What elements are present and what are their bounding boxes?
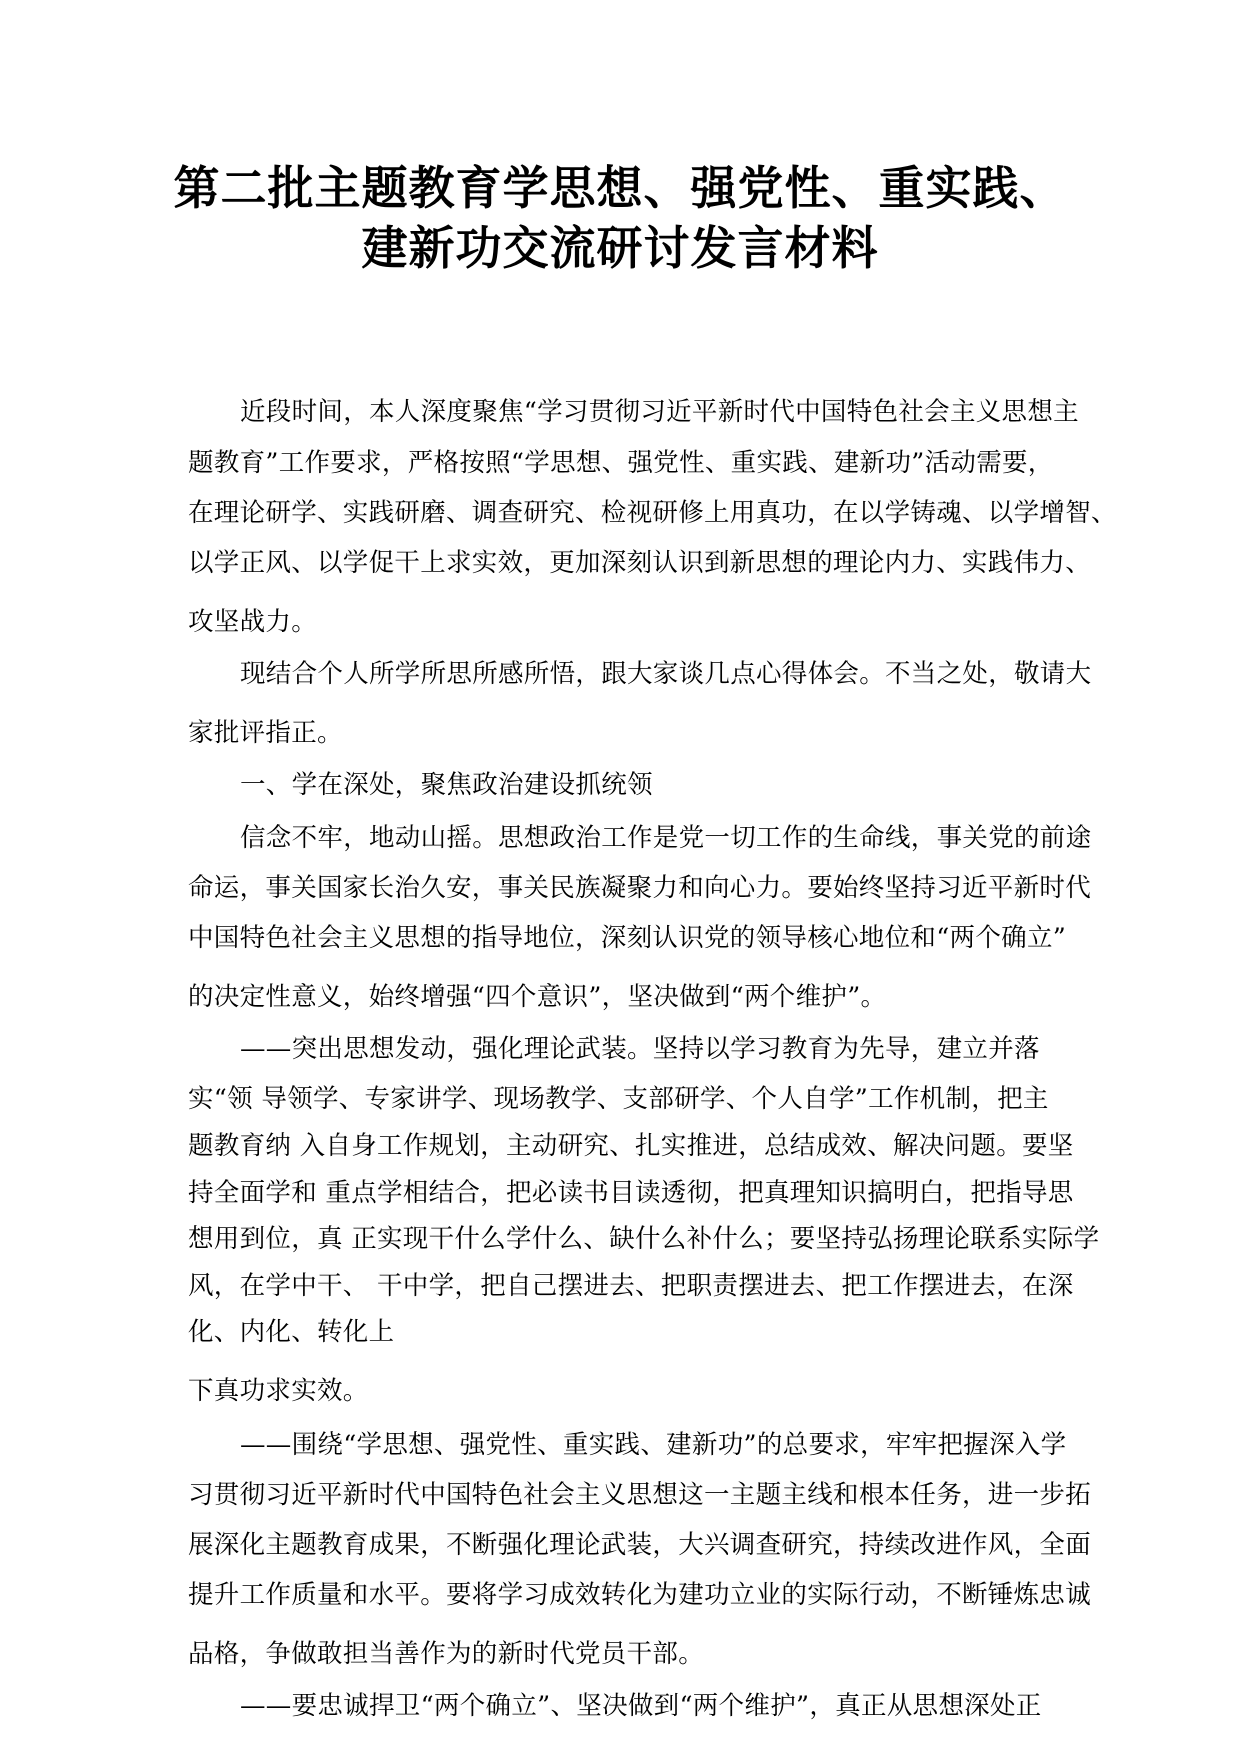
paragraph-line: 习贯彻习近平新时代中国特色社会主义思想这一主题主线和根本任务，进一步拓 [188, 1480, 1092, 1510]
paragraph-line: 下真功求实效。 [188, 1376, 369, 1406]
paragraph-line: 攻坚战力。 [188, 607, 318, 637]
paragraph-line: 在理论研学、实践研磨、调查研究、检视研修上用真功，在以学铸魂、以学增智、 [188, 498, 1117, 528]
paragraph-line: 题教育纳 入自身工作规划，主动研究、扎实推进，总结成效、解决问题。要坚 [188, 1131, 1074, 1161]
paragraph-line: 近段时间，本人深度聚焦“学习贯彻习近平新时代中国特色社会主义思想主 [240, 397, 1079, 427]
paragraph-line: 以学正风、以学促干上求实效，更加深刻认识到新思想的理论内力、实践伟力、 [188, 548, 1092, 578]
paragraph-line: 现结合个人所学所思所感所悟，跟大家谈几点心得体会。不当之处，敬请大 [240, 659, 1092, 689]
paragraph-line: ——突出思想发动，强化理论武装。坚持以学习教育为先导，建立并落 [240, 1034, 1040, 1064]
paragraph-line: 题教育”工作要求，严格按照“学思想、强党性、重实践、建新功”活动需要， [188, 448, 1054, 478]
paragraph-line: 提升工作质量和水平。要将学习成效转化为建功立业的实际行动，不断锤炼忠诚 [188, 1580, 1092, 1610]
paragraph-line: 风，在学中干、 干中学，把自己摆进去、把职责摆进去、把工作摆进去，在深 [188, 1271, 1074, 1301]
paragraph-line: 家批评指正。 [188, 718, 343, 748]
paragraph-line: 品格，争做敢担当善作为的新时代党员干部。 [188, 1639, 705, 1669]
paragraph-line: 持全面学和 重点学相结合，把必读书目读透彻，把真理知识搞明白，把指导思 [188, 1178, 1074, 1208]
section-heading: 一、学在深处，聚焦政治建设抓统领 [240, 770, 653, 800]
document-title-line-1: 第二批主题教育学思想、强党性、重实践、 [173, 161, 1067, 215]
paragraph-line: 中国特色社会主义思想的指导地位，深刻认识党的领导核心地位和“两个确立” [188, 923, 1067, 953]
paragraph-line: ——要忠诚捍卫“两个确立”、坚决做到“两个维护”，真正从思想深处正 [240, 1691, 1042, 1721]
paragraph-line: 化、内化、转化上 [188, 1317, 395, 1347]
paragraph-line: ——围绕“学思想、强党性、重实践、建新功”的总要求，牢牢把握深入学 [240, 1430, 1067, 1460]
paragraph-line: 实“领 导领学、专家讲学、现场教学、支部研学、个人自学”工作机制，把主 [188, 1084, 1049, 1114]
paragraph-line: 信念不牢，地动山摇。思想政治工作是党一切工作的生命线，事关党的前途 [240, 823, 1092, 853]
paragraph-line: 想用到位，真 正实现干什么学什么、缺什么补什么；要坚持弘扬理论联系实际学 [188, 1224, 1100, 1254]
paragraph-line: 命运，事关国家长治久安，事关民族凝聚力和向心力。要始终坚持习近平新时代 [188, 873, 1092, 903]
document-title-line-2: 建新功交流研讨发言材料 [361, 221, 879, 275]
paragraph-line: 展深化主题教育成果，不断强化理论武装，大兴调查研究，持续改进作风，全面 [188, 1530, 1092, 1560]
paragraph-line: 的决定性意义，始终增强“四个意识”，坚决做到“两个维护”。 [188, 982, 887, 1012]
